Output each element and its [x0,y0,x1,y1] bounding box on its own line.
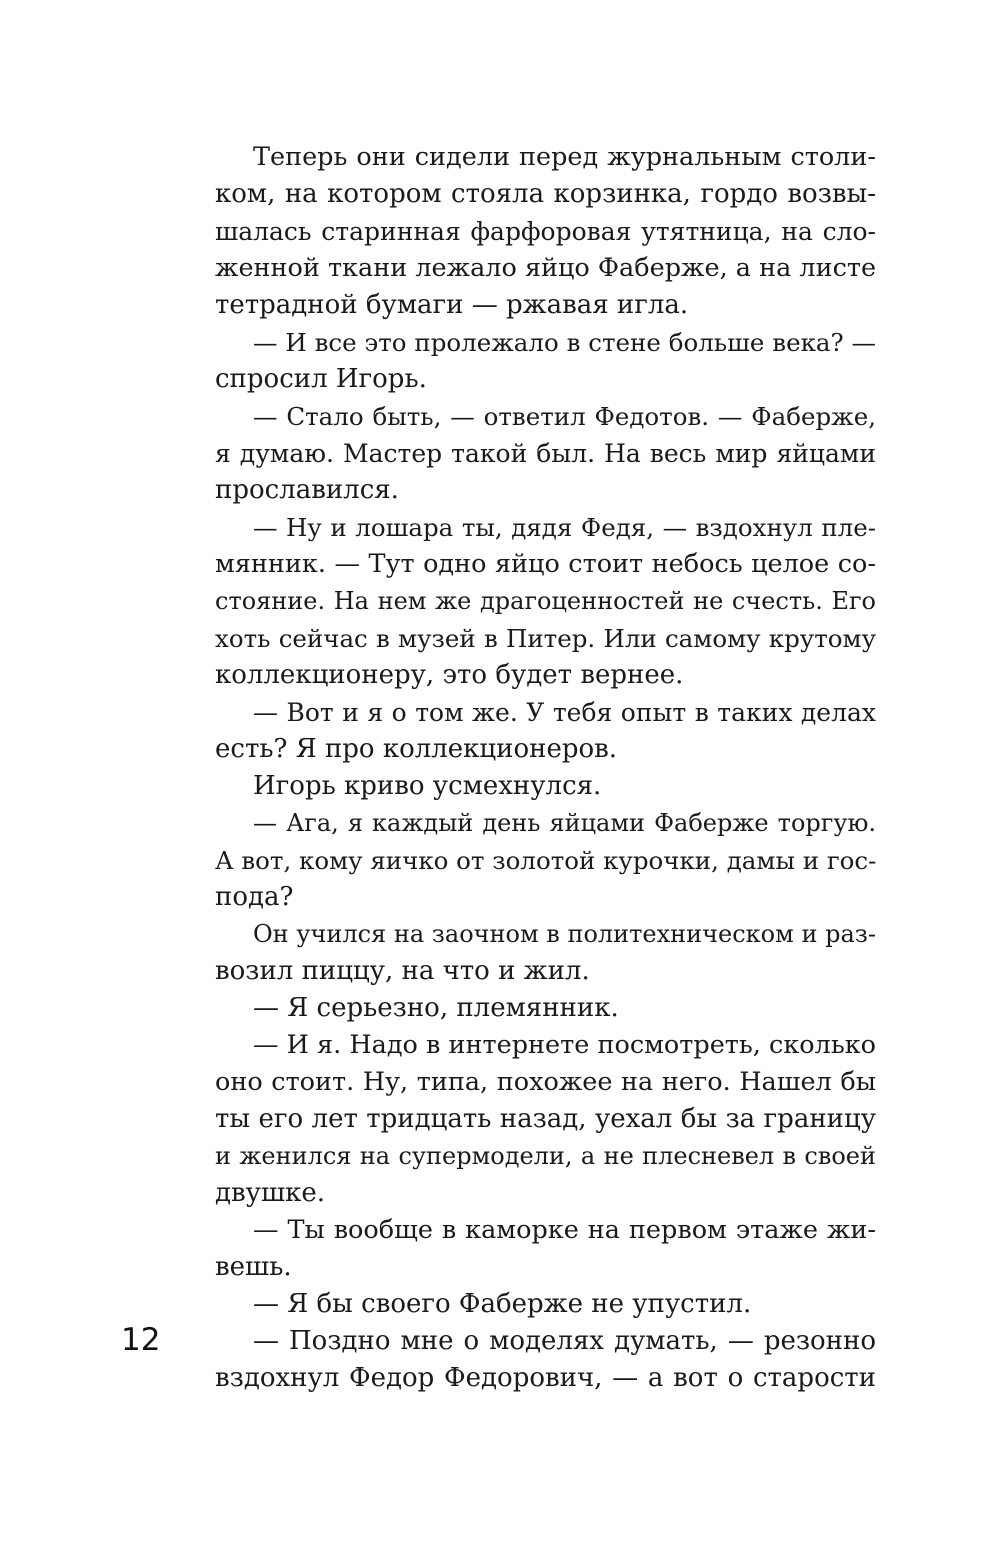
text-line: — И все это пролежало в стене больше века? — [253,328,876,357]
text-line: тетрадной бумаги — ржавая игла. [215,290,689,320]
page-number: 12 [121,1322,161,1358]
text-line: хоть сейчас в музей в Питер. Или самому крутому [215,624,876,653]
text-line: вешь. [215,1252,292,1282]
text-line: вздохнул Федор Федорович, — а вот о старости [215,1363,876,1393]
text-line: мянник. — Тут одно яйцо стоит небось целое со- [215,549,876,579]
text-line: — Поздно мне о моделях думать, — резонно [253,1326,876,1356]
text-line: — Ага, я каждый день яйцами Фаберже торгую. [253,809,876,837]
body-text [215,139,876,1397]
text-line: ком, на котором стояла корзинка, гордо возвы- [215,179,876,209]
text-line: — Я бы своего Фаберже не упустил. [253,1289,752,1319]
text-line: шалась старинная фарфоровая утятница, на сло- [215,217,876,246]
text-line: — Стало быть, — ответил Федотов. — Фаберже, [253,402,876,431]
text-line: Игорь криво усмехнулся. [253,771,602,801]
text-line: ты его лет тридцать назад, уехал бы за границу [215,1104,876,1134]
text-line: Он учился на заочном в политехническом и раз- [253,920,876,948]
text-line: коллекционеру, это будет вернее. [215,660,684,690]
text-line: Теперь они сидели перед журнальным столи- [253,142,876,172]
text-line: — Я серьезно, племянник. [253,993,619,1023]
text-line: — Вот и я о том же. У тебя опыт в таких делах [253,698,876,727]
text-line: и женился на супермодели, а не плесневел в своей [215,1142,876,1170]
text-line: спросил Игорь. [215,364,427,394]
text-line: возил пиццу, на что и жил. [215,956,590,986]
text-line: — Ну и лошара ты, дядя Федя, — вздохнул пле- [253,513,876,542]
text-line: есть? Я про коллекционеров. [215,734,618,764]
text-line: оно стоит. Ну, типа, похожее на него. Нашел бы [215,1067,876,1097]
text-line: пода? [215,882,294,912]
text-line: я думаю. Мастер такой был. На весь мир яйцами [215,439,876,468]
text-line: — Ты вообще в каморке на первом этаже жи- [253,1215,876,1245]
text-line: двушке. [215,1178,326,1208]
text-line: прославился. [215,475,399,505]
text-line: — И я. Надо в интернете посмотреть, сколько [253,1030,876,1060]
text-line: женной ткани лежало яйцо Фаберже, а на листе [215,253,877,283]
text-line: А вот, кому яичко от золотой курочки, дамы и гос- [215,846,877,875]
text-line: стояние. На нем же драгоценностей не счесть. Его [215,587,876,615]
